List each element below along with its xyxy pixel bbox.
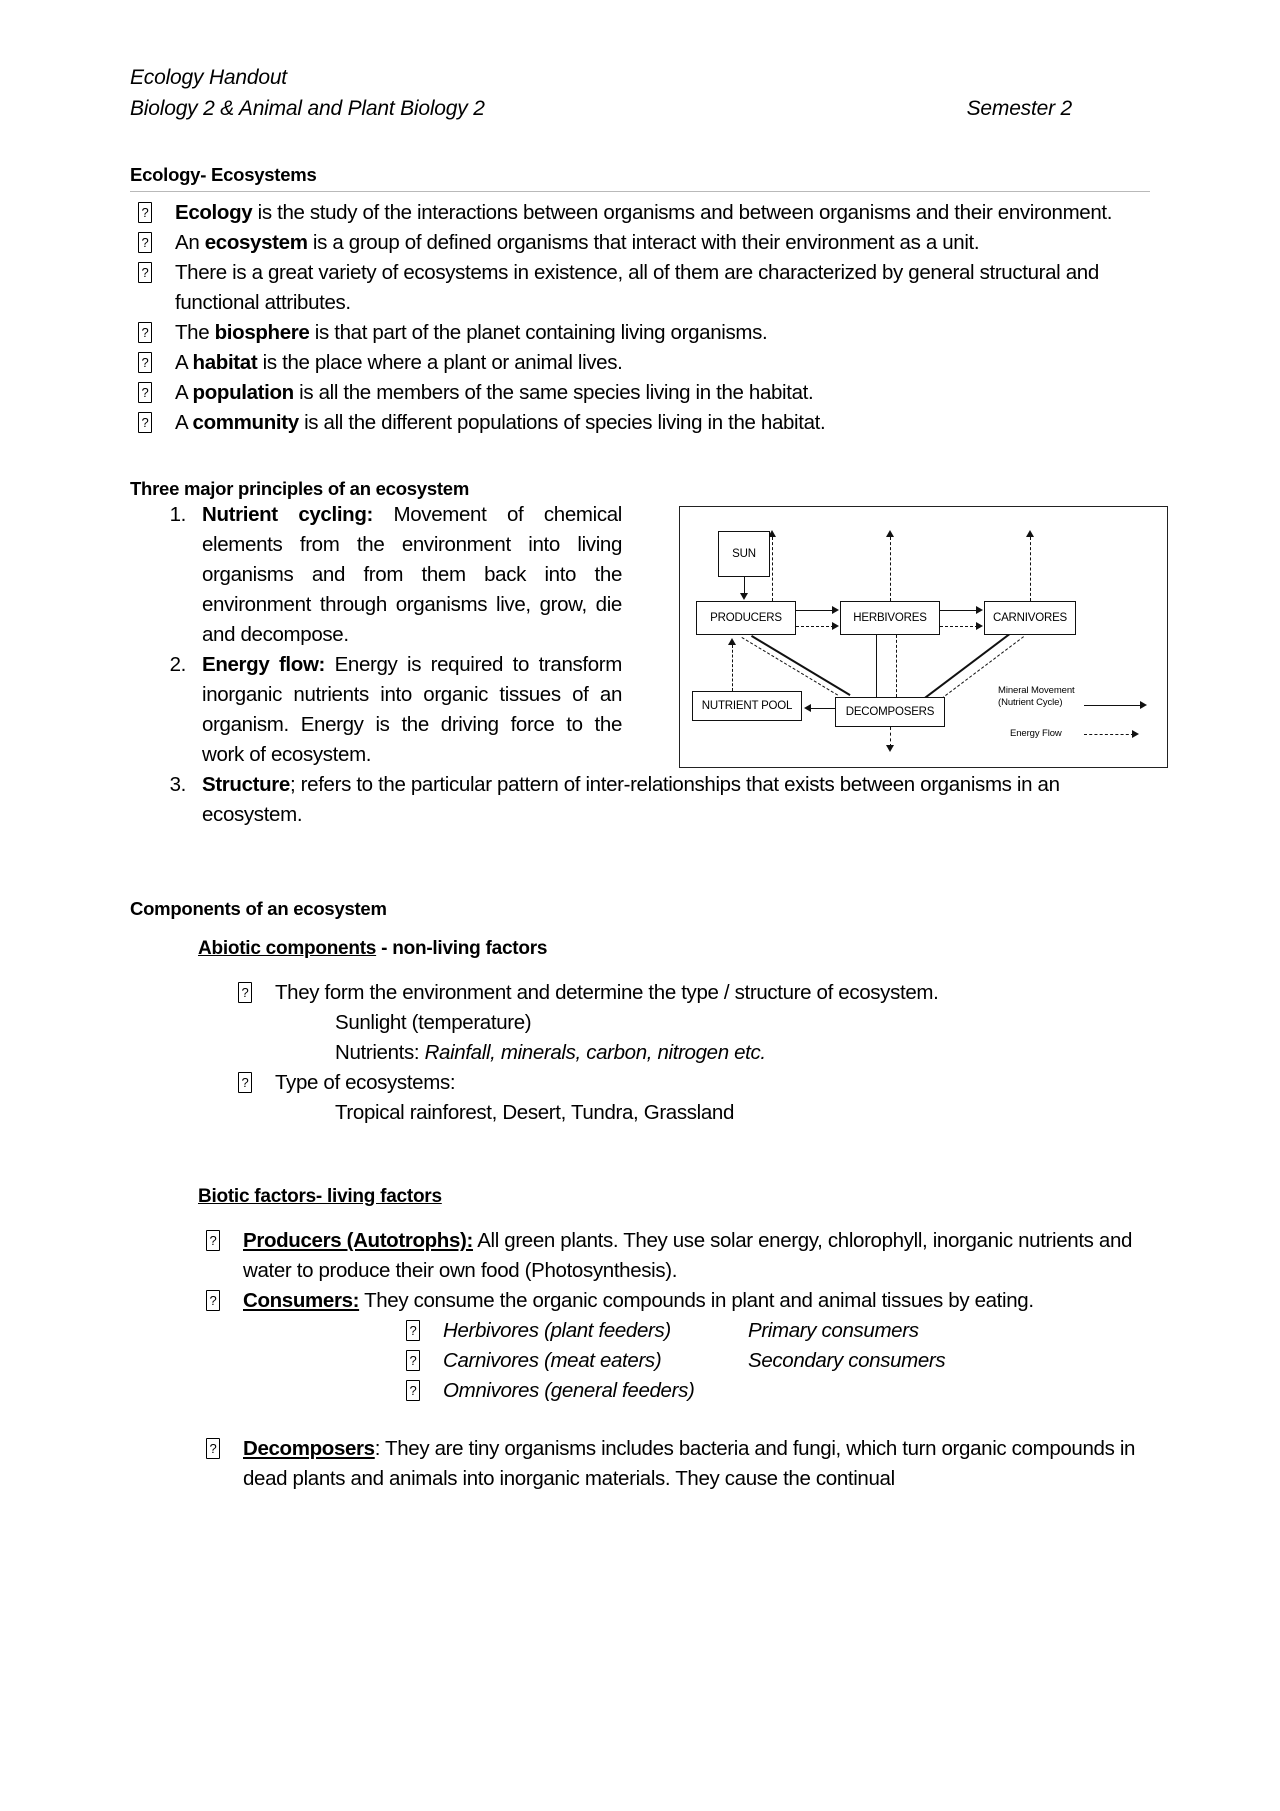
bullet-tofu-icon (138, 412, 152, 433)
list-item (130, 348, 1150, 378)
abiotic-bullet-list (230, 978, 1150, 1008)
diagram-legend-mineral-arrow (1140, 701, 1147, 709)
diagram-arrow-carnivores-energy (1026, 530, 1034, 537)
bullet-lead-term: ecosystem (204, 231, 308, 254)
bullet-text: is the study of the interactions between organisms and between organisms and their environment. (252, 201, 1113, 224)
diagram-arrow-sun-producers (740, 593, 748, 600)
ecosystem-flow-diagram (679, 506, 1168, 768)
abiotic-sunlight-line: Sunlight (temperature) (335, 1011, 532, 1034)
bullet-text: is all the members of the same species living in the habitat. (293, 381, 814, 404)
diagram-line-carnivores-decomposers-solid (921, 634, 1010, 701)
list-item (230, 978, 1150, 1008)
list-number: 2. (169, 653, 186, 676)
bullet-prefix: A (175, 411, 193, 434)
list-item (398, 1376, 1150, 1406)
bullet-tofu-icon (138, 382, 152, 403)
list-item (130, 318, 1150, 348)
principle-text: Movement of chemical elements from the environment into living organisms and from them back into the environment through organisms live, grow, die and decompose. (202, 503, 622, 646)
bullet-tofu-icon (238, 982, 252, 1003)
bullet-lead-term: biosphere (214, 321, 310, 344)
list-number: 3. (169, 773, 186, 796)
section-heading-ecology-ecosystems: Ecology- Ecosystems (130, 164, 317, 185)
bullet-tofu-icon (206, 1290, 220, 1311)
list-item (130, 228, 1150, 258)
list-item (198, 1286, 1150, 1316)
header-title: Ecology Handout (130, 66, 287, 89)
bullet-text: is a group of defined organisms that interact with their environment as a unit. (307, 231, 980, 254)
principle-lead: Structure (202, 773, 290, 796)
subheading-biotic-factors (198, 1186, 1150, 1208)
abiotic-title-rest: - non-living factors (376, 938, 548, 959)
list-item (130, 408, 1150, 438)
diagram-box-producers: PRODUCERS (696, 601, 796, 635)
diagram-line-producers-herbivores-solid (796, 610, 834, 611)
list-item (398, 1316, 1150, 1346)
bullet-tofu-icon (206, 1438, 220, 1459)
bullet-tofu-icon (138, 352, 152, 373)
principle-lead: Nutrient cycling: (202, 503, 373, 526)
diagram-line-producers-decomposers-solid (751, 635, 850, 696)
bullet-text: is that part of the planet containing living organisms. (309, 321, 768, 344)
bullet-prefix: The (175, 321, 215, 344)
bullet-tofu-icon (138, 262, 152, 283)
consumers-lead: Consumers: (243, 1289, 360, 1312)
diagram-dash-decomposers-energy-out (890, 727, 891, 747)
bullet-lead-term: population (192, 381, 294, 404)
nutrients-label: Nutrients: (335, 1041, 425, 1064)
consumer-type-name: Herbivores (plant feeders) (443, 1319, 671, 1342)
diagram-line-producers-decomposers-dashed (741, 637, 838, 696)
bullet-text: Type of ecosystems: (275, 1071, 456, 1094)
bullet-tofu-icon (406, 1320, 420, 1341)
biotic-bullet-list (198, 1226, 1150, 1316)
section-heading-components: Components of an ecosystem (130, 898, 387, 919)
bullet-lead-term: community (192, 411, 299, 434)
consumer-types-list (398, 1316, 1150, 1406)
decomposers-bullet-list (198, 1434, 1150, 1494)
bullet-prefix: A (175, 381, 193, 404)
legend-mineral-line1: Mineral Movement (998, 685, 1075, 696)
abiotic-nutrients-line (335, 1038, 1150, 1068)
diagram-legend-energy-arrow (1132, 730, 1139, 738)
list-item (130, 198, 1150, 228)
diagram-arrow-producers-herbivores-dashed (832, 622, 839, 630)
list-item (398, 1346, 1150, 1376)
diagram-box-decomposers: DECOMPOSERS (835, 697, 945, 727)
diagram-line-herbivores-carnivores-solid (940, 610, 978, 611)
list-item (130, 378, 1150, 408)
legend-mineral-line2: (Nutrient Cycle) (998, 697, 1063, 708)
diagram-legend-energy (1010, 728, 1062, 740)
biotic-title-underlined: Biotic factors- living factors (198, 1186, 442, 1207)
bullet-lead-term: habitat (192, 351, 258, 374)
bullet-prefix: An (175, 231, 205, 254)
diagram-line-herbivores-decomposers-dashed (896, 635, 897, 697)
diagram-arrow-decomposers-nutrientpool (804, 704, 811, 712)
bullet-text: There is a great variety of ecosystems in existence, all of them are characterized by general structural and functional attributes. (175, 261, 1099, 314)
producers-lead: Producers (Autotrophs): (243, 1229, 473, 1252)
diagram-dash-producers-energy-out (772, 537, 773, 601)
principles-with-figure (130, 500, 1150, 830)
diagram-line-herbivores-carnivores-dashed (940, 626, 978, 627)
list-number: 1. (169, 503, 186, 526)
bullet-tofu-icon (138, 322, 152, 343)
consumers-text: They consume the organic compounds in plant and animal tissues by eating. (359, 1289, 1034, 1312)
diagram-legend-mineral-line (1084, 705, 1142, 706)
list-item (130, 770, 1150, 830)
list-item (230, 1068, 1150, 1098)
nutrients-italic-list: Rainfall, minerals, carbon, nitrogen etc. (424, 1041, 766, 1064)
header-semester: Semester 2 (966, 97, 1072, 120)
bullet-text: They form the environment and determine the type / structure of ecosystem. (275, 981, 939, 1004)
decomposers-text: : They are tiny organisms includes bacteria and fungi, which turn organic compounds in dead plants and animals into inorganic materials. They cause the continual (243, 1437, 1136, 1490)
producers-text: All green plants. They use solar energy, chlorophyll, inorganic nutrients and water to produce their own food (Photosynthesis). (243, 1229, 1133, 1282)
consumer-type-label: Primary consumers (748, 1319, 919, 1342)
principle-text: ; refers to the particular pattern of inter-relationships that exists between organisms in an ecosystem. (202, 773, 1060, 826)
principle-text: Energy is required to transform inorganic nutrients into organic tissues of an organism. Energy is the driving force to the work of ecosystem. (202, 653, 623, 766)
bullet-tofu-icon (206, 1230, 220, 1251)
list-item (198, 1226, 1150, 1286)
consumer-type-label: Secondary consumers (748, 1349, 946, 1372)
bullet-tofu-icon (138, 202, 152, 223)
list-item (130, 500, 622, 650)
subheading-abiotic-components (198, 938, 1150, 960)
legend-energy-label: Energy Flow (1010, 728, 1062, 739)
consumer-type-name: Carnivores (meat eaters) (443, 1349, 662, 1372)
decomposers-lead: Decomposers (243, 1437, 375, 1460)
bullet-text: is the place where a plant or animal lives. (257, 351, 623, 374)
diagram-dash-carnivores-energy-out (1030, 537, 1031, 601)
diagram-arrow-decomposers-energy (886, 745, 894, 752)
diagram-arrow-herbivores-carnivores-dashed (976, 622, 983, 630)
bullet-tofu-icon (406, 1380, 420, 1401)
header-subtitle: Biology 2 & Animal and Plant Biology 2 (130, 97, 485, 120)
abiotic-types-bullet (230, 1068, 1150, 1098)
list-item (130, 258, 1150, 318)
diagram-arrow-herbivores-carnivores-solid (976, 606, 983, 614)
list-item (198, 1434, 1150, 1494)
bullet-tofu-icon (406, 1350, 420, 1371)
principle-lead: Energy flow: (202, 653, 326, 676)
diagram-dash-herbivores-energy-out (890, 537, 891, 601)
bullet-tofu-icon (238, 1072, 252, 1093)
section-heading-three-principles: Three major principles of an ecosystem (130, 478, 470, 499)
list-item (130, 650, 622, 770)
bullet-lead-term: Ecology (175, 201, 253, 224)
heading-divider (130, 191, 1150, 192)
consumer-type-name: Omnivores (general feeders) (443, 1379, 695, 1402)
bullet-prefix: A (175, 351, 193, 374)
bullet-tofu-icon (138, 232, 152, 253)
diagram-box-sun: SUN (718, 531, 770, 577)
document-header (130, 62, 1150, 124)
diagram-arrow-herbivores-energy (886, 530, 894, 537)
diagram-legend-mineral (998, 685, 1075, 709)
bullet-text: is all the different populations of species living in the habitat. (298, 411, 826, 434)
diagram-legend-energy-line (1084, 734, 1134, 735)
diagram-line-producers-herbivores-dashed (796, 626, 834, 627)
diagram-arrow-producers-herbivores-solid (832, 606, 839, 614)
diagram-arrow-nutrientpool-producers (728, 638, 736, 645)
diagram-box-herbivores: HERBIVORES (840, 601, 940, 635)
ecology-bullet-list (130, 198, 1150, 438)
diagram-box-carnivores: CARNIVORES (984, 601, 1076, 635)
diagram-box-nutrient-pool: NUTRIENT POOL (692, 691, 802, 721)
abiotic-title-underlined: Abiotic components (198, 938, 377, 959)
diagram-line-herbivores-decomposers-solid (876, 635, 877, 697)
diagram-dash-nutrientpool-to-producers (732, 645, 733, 691)
abiotic-ecosystem-types: Tropical rainforest, Desert, Tundra, Grassland (335, 1101, 735, 1124)
diagram-line-decomposers-nutrientpool (810, 708, 838, 709)
